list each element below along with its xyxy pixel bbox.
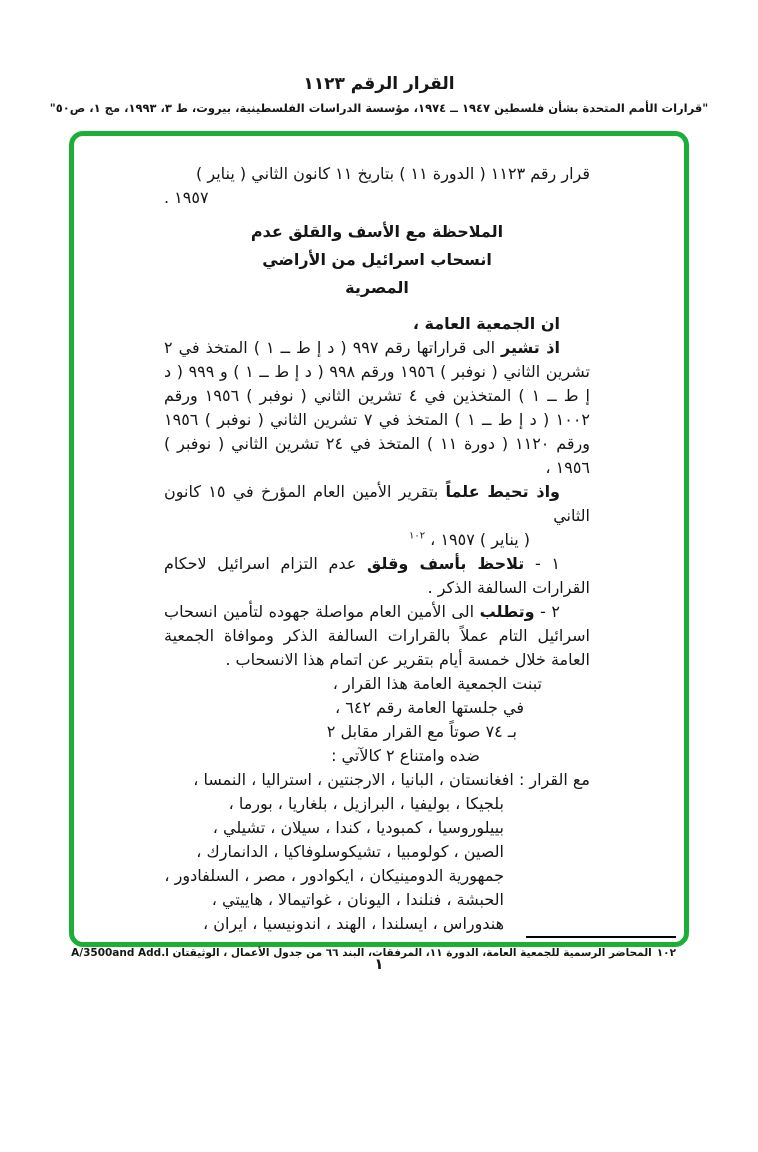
document-title: القرار الرقم ١١٢٣ (303, 74, 455, 94)
operative-2-text: الى الأمين العام مواصلة جهوده لتأمين انسحاب اسرائيل التام عملاً بالقرارات السالفة الذكر وموافاة الجمعية العامة خلال خمسة أيام بتقرير عن اتمام هذا الانسحاب . (164, 602, 590, 669)
highlight-box-border (69, 131, 689, 959)
preamble-noting-line2 (164, 528, 590, 552)
recall-text: الى قراراتها رقم ٩٩٧ ( د إ ط ــ ١ ) المتخذ في ٢ تشرين الثاني ( نوفبر ) ١٩٥٦ ورقم ٩٩٨ ( د إ ط ــ ١ ) و ٩٩٩ ( د إ ط ــ ١ ) المتخذين في ٤ تشرين الثاني ( نوفبر ) ١٩٥٦ ورقم ١٠٠٢ ( د إ ط ــ ١ ) المتخذ في ٧ تشرين الثاني ( نوفبر ) ١٩٥٦ ورقم ١١٢٠ ( دورة ١١ ) المتخذ في ٢٤ تشرين الثاني ( نوفبر ) ١٩٥٦ ، (164, 338, 591, 477)
recall-lead: اذ تشير (501, 338, 561, 357)
operative-1-text: عدم التزام اسرائيل لاحكام القرارات السالفة الذكر . (164, 554, 590, 597)
footnote-text: المحاضر الرسمية للجمعية العامة، الدورة ١١، المرفقات، البند ٦٦ من جدول الأعمال ، الوثيقتان (168, 947, 652, 959)
footnote-number: ١٠٢ (656, 947, 676, 959)
operative-1-lead: تلاحظ بأسف وقلق (367, 554, 525, 573)
preamble-opening: ان الجمعية العامة ، (412, 314, 560, 333)
noting-text: بتقرير الأمين العام المؤرخ في ١٥ كانون الثاني (164, 482, 590, 525)
text-line: الحبشة ، فنلندا ، اليونان ، غواتيمالا ، هاييتي ، (211, 890, 504, 909)
footnote-separator-rule (526, 936, 676, 938)
source-citation-line: "قرارات الأمم المتحدة بشأن فلسطين ١٩٤٧ ــ ١٩٧٤، مؤسسة الدراسات الفلسطينية، بيروت، ط ٣، ١٩٩٣، مج ١، ص٥٠" (49, 101, 709, 115)
footnote-text-line (71, 947, 676, 959)
noting-date: ( يناير ) ١٩٥٧ ، (425, 530, 530, 549)
text-line: هندوراس ، ايسلندا ، الهند ، اندونيسيا ، ايران ، (203, 914, 504, 933)
resolution-body (74, 162, 684, 936)
footnote-document-symbol: A/3500and Add.l (71, 947, 169, 959)
preamble-recall-paragraph (164, 336, 590, 480)
noting-lead: واذ تحيط علماً (445, 482, 561, 501)
text-line: بـ ٧٤ صوتاً مع القرار مقابل ٢ (326, 722, 517, 741)
footnote-reference-mark: ١٠٢ (408, 530, 426, 542)
votes-in-favour-list (164, 768, 590, 936)
text-line: الصين ، كولومبيا ، تشيكوسلوفاكيا ، الدانمارك ، (196, 842, 504, 861)
text-line: تبنت الجمعية العامة هذا القرار ، (332, 674, 542, 693)
text-line: في جلستها العامة رقم ٦٤٢ ، (335, 698, 524, 717)
preamble-noting-line1 (164, 480, 590, 528)
operative-2-lead: وتطلب (479, 602, 535, 621)
text-line: الملاحظة مع الأسف والقلق عدم (250, 222, 504, 241)
adoption-statement (164, 672, 590, 768)
text-line: ضده وامتناع ٢ كالآتي : (331, 746, 480, 765)
operative-1-number: ١ - (524, 554, 560, 573)
resolution-subject-heading (164, 218, 590, 302)
text-line: المصرية (345, 278, 409, 297)
operative-paragraph-1 (164, 552, 590, 600)
page-number: ١ (374, 955, 384, 973)
text-line: جمهورية الدومينيكان ، ايكوادور ، مصر ، السلفادور ، (164, 866, 504, 885)
text-line: انسحاب اسرائيل من الأراضي (262, 250, 492, 269)
text-line: بييلوروسيا ، كمبوديا ، كندا ، سيلان ، تشيلي ، (212, 818, 504, 837)
text-line: مع القرار : افغانستان ، البانيا ، الارجنتين ، استراليا ، النمسا ، (193, 770, 590, 789)
operative-paragraph-2 (164, 600, 590, 672)
operative-2-number: ٢ - (534, 602, 560, 621)
resolution-intro-line2: ١٩٥٧ . (164, 188, 209, 207)
text-line: بلجيكا ، بوليفيا ، البرازيل ، بلغاريا ، بورما ، (228, 794, 504, 813)
resolution-intro-line1: قرار رقم ١١٢٣ ( الدورة ١١ ) بتاريخ ١١ كانون الثاني ( يناير ) (196, 164, 590, 183)
